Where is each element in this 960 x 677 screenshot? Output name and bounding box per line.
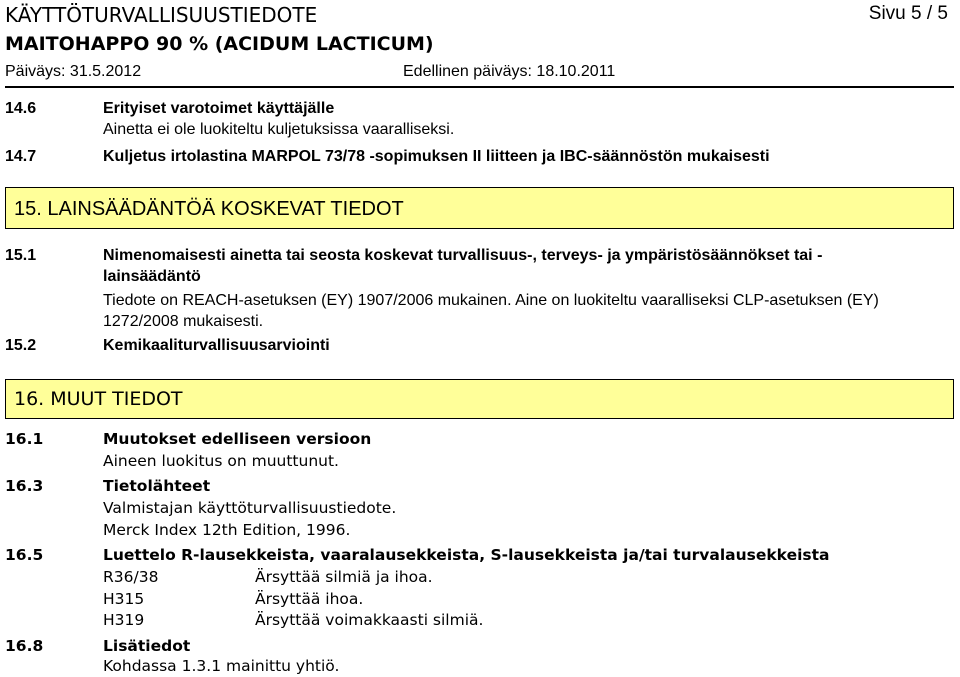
section-16-heading: 16. MUUT TIEDOT: [14, 388, 183, 410]
section-text-15-1-line2: 1272/2008 mukaisesti.: [103, 313, 264, 330]
section-title-14-6: Erityiset varotoimet käyttäjälle: [103, 100, 335, 117]
product-name: MAITOHAPPO 90 % (ACIDUM LACTICUM): [5, 33, 434, 55]
section-text-16-1: Aineen luokitus on muuttunut.: [103, 452, 339, 470]
section-text-14-6: Ainetta ei ole luokiteltu kuljetuksissa vaaralliseksi.: [103, 121, 455, 138]
phrase-code: H315: [103, 590, 145, 608]
section-title-16-5: Luettelo R-lausekkeista, vaaralausekkeista, S-lausekkeista ja/tai turvalausekkeista: [103, 546, 830, 564]
section-number-16-8: 16.8: [5, 637, 44, 655]
section-title-14-7: Kuljetus irtolastina MARPOL 73/78 -sopimuksen II liitteen ja IBC-säännöstön mukaisesti: [103, 148, 770, 165]
phrase-code: R36/38: [103, 568, 159, 586]
section-number-15-2: 15.2: [5, 337, 37, 354]
section-text-16-3-line2: Merck Index 12th Edition, 1996.: [103, 521, 351, 539]
section-15-banner: [5, 187, 954, 229]
section-title-15-2: Kemikaaliturvallisuusarviointi: [103, 337, 330, 354]
phrase-code: H319: [103, 611, 145, 629]
section-number-16-1: 16.1: [5, 430, 44, 448]
section-title-16-3: Tietolähteet: [103, 477, 211, 495]
section-title-15-1-line2: lainsäädäntö: [103, 268, 201, 285]
phrase-text: Ärsyttää ihoa.: [255, 590, 364, 608]
section-number-16-5: 16.5: [5, 546, 44, 564]
section-16-banner: [5, 379, 954, 419]
section-text-15-1-line1: Tiedote on REACH-asetuksen (EY) 1907/2006 mukainen. Aine on luokiteltu vaaralliseksi CLP-asetuksen (EY): [103, 292, 879, 309]
section-number-14-6: 14.6: [5, 100, 37, 117]
section-15-heading: 15. LAINSÄÄDÄNTÖÄ KOSKEVAT TIEDOT: [14, 198, 404, 220]
section-text-16-3-line1: Valmistajan käyttöturvallisuustiedote.: [103, 499, 397, 517]
header-divider: [5, 86, 954, 88]
phrase-text: Ärsyttää voimakkaasti silmiä.: [255, 611, 484, 629]
section-text-16-8: Kohdassa 1.3.1 mainittu yhtiö.: [103, 657, 340, 675]
section-number-16-3: 16.3: [5, 477, 44, 495]
section-title-15-1-line1: Nimenomaisesti ainetta tai seosta koskevat turvallisuus-, terveys- ja ympäristösäännökset tai -: [103, 247, 823, 264]
issue-date: Päiväys: 31.5.2012: [5, 63, 142, 80]
section-number-15-1: 15.1: [5, 247, 37, 264]
page-number: Sivu 5 / 5: [868, 3, 948, 24]
document-title: KÄYTTÖTURVALLISUUSTIEDOTE: [5, 3, 318, 27]
phrase-text: Ärsyttää silmiä ja ihoa.: [255, 568, 433, 586]
section-number-14-7: 14.7: [5, 148, 37, 165]
section-title-16-1: Muutokset edelliseen versioon: [103, 430, 372, 448]
section-title-16-8: Lisätiedot: [103, 637, 191, 655]
previous-date: Edellinen päiväys: 18.10.2011: [403, 63, 616, 80]
